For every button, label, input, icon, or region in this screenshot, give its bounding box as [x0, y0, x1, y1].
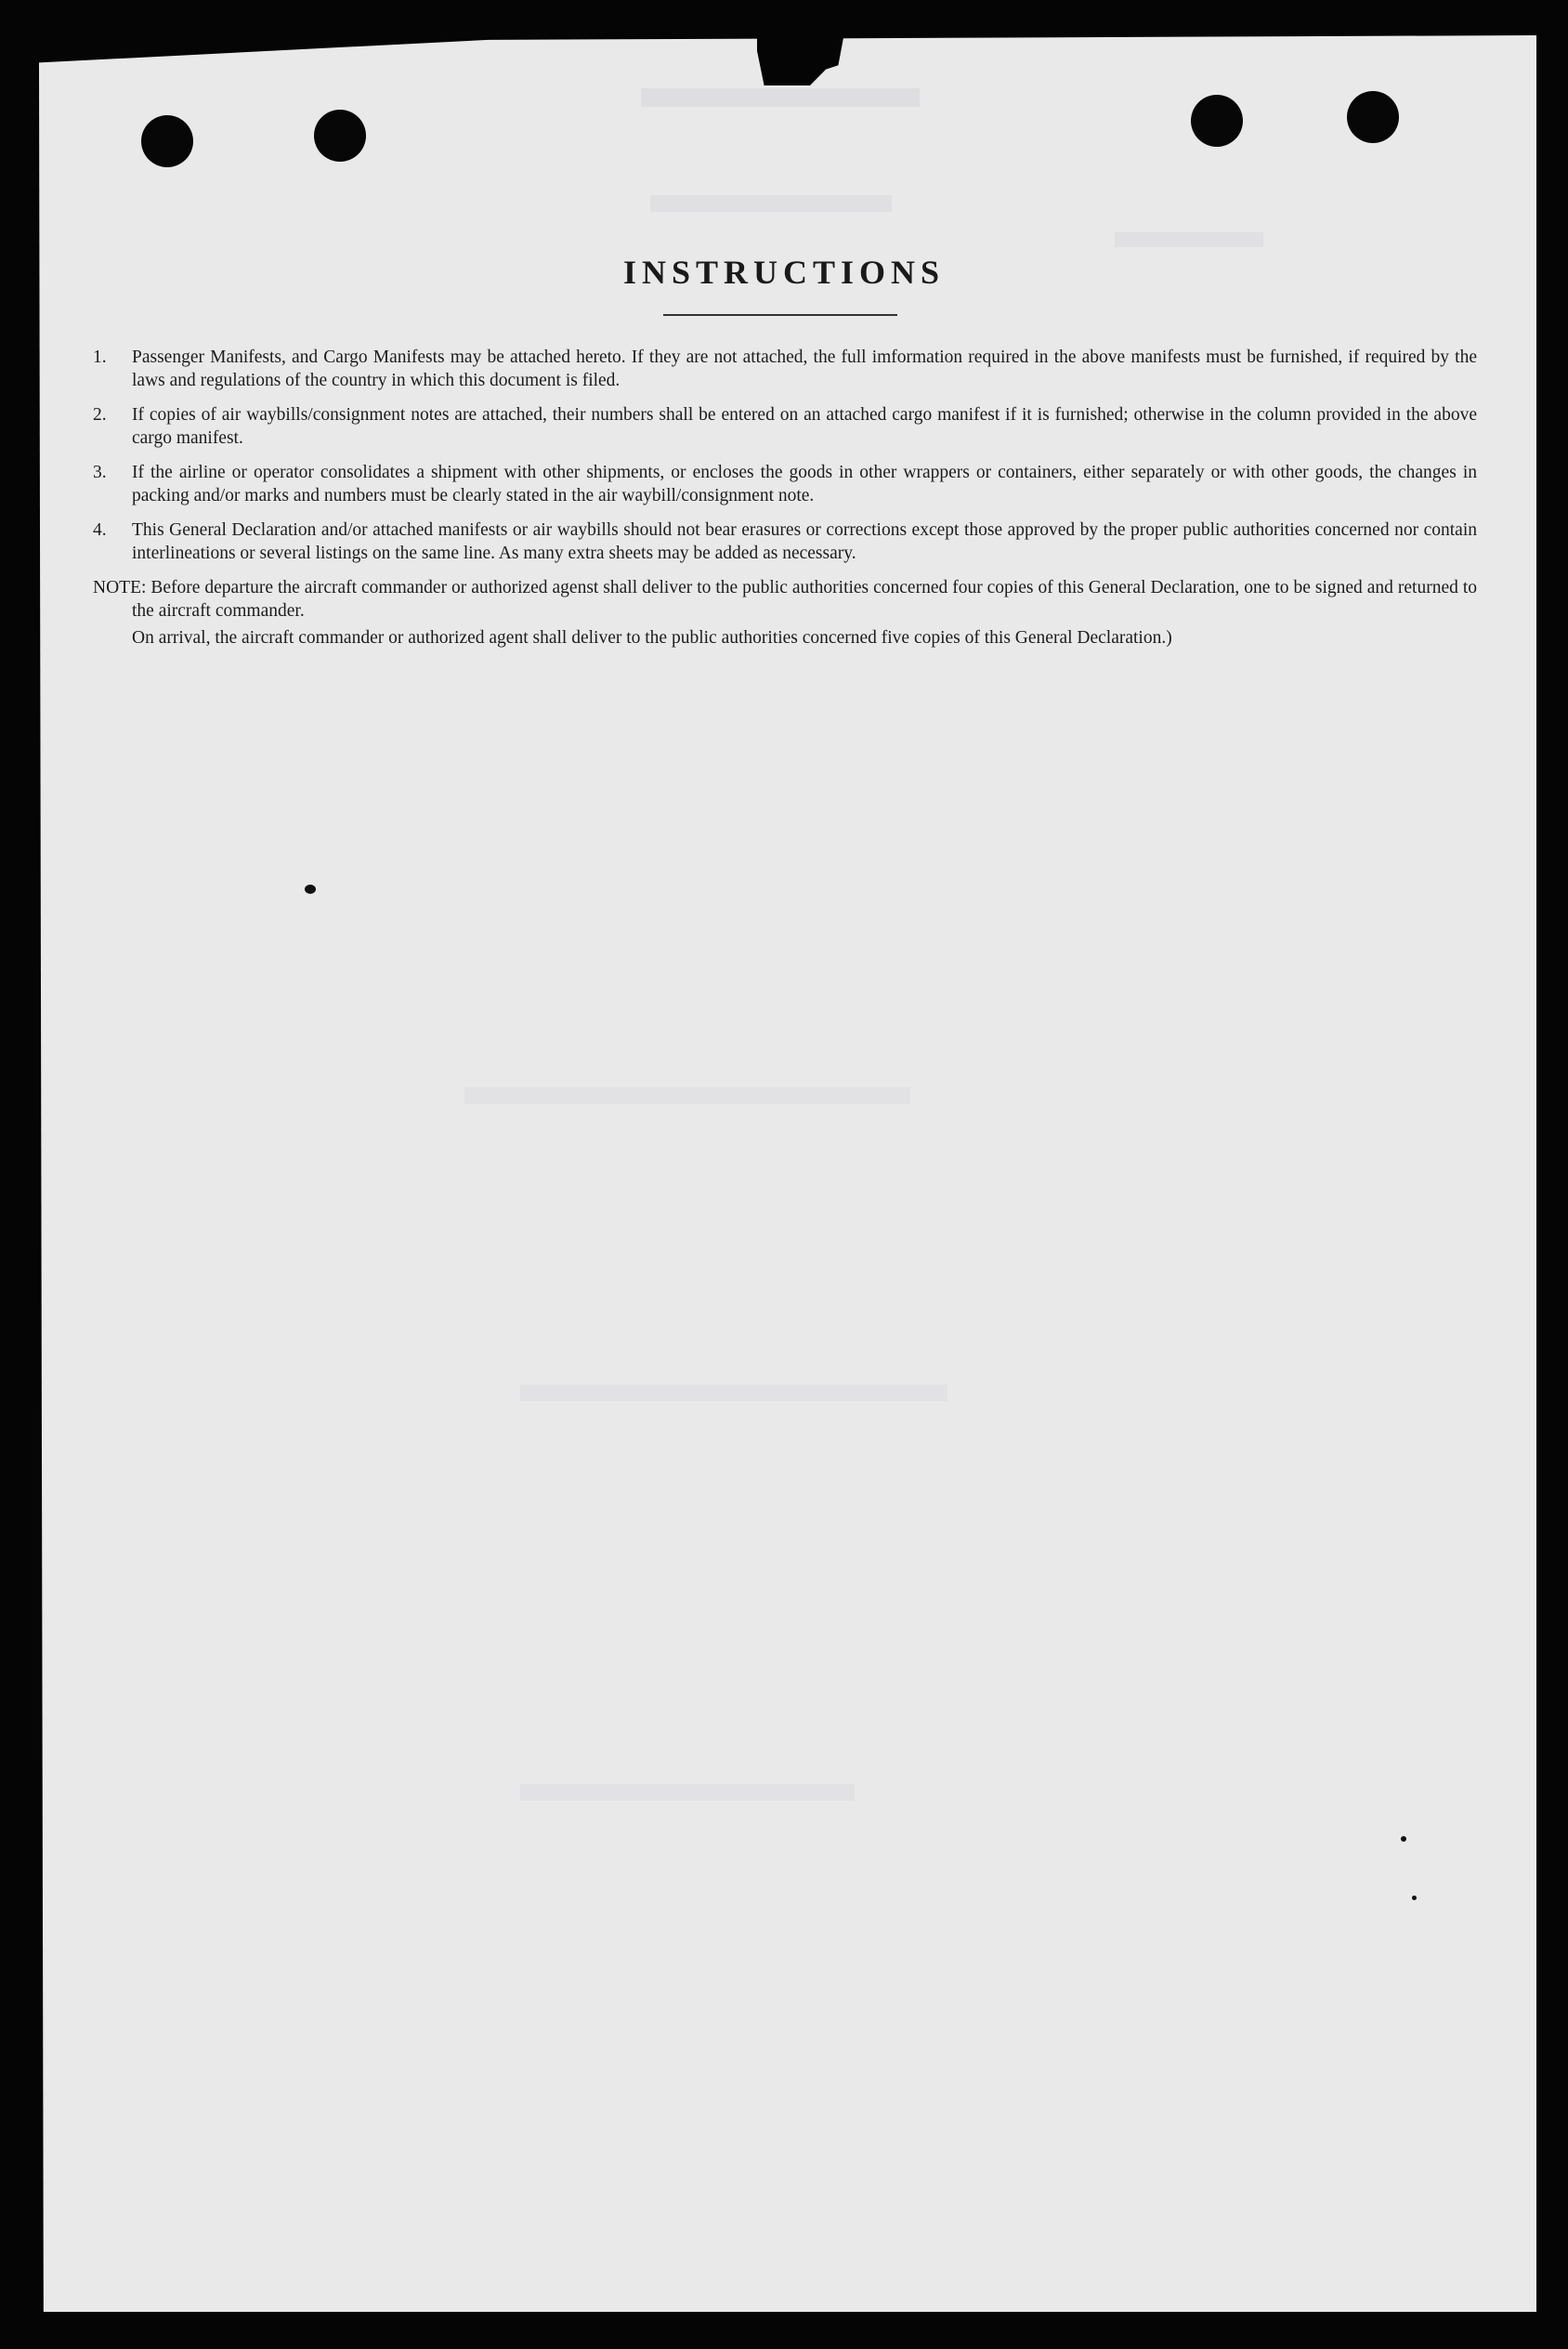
- bleed-through-mark: [520, 1384, 947, 1401]
- ink-speck: [305, 885, 316, 894]
- instruction-item-4: [93, 518, 1477, 565]
- item-text: Passenger Manifests, and Cargo Manifests may be attached hereto. If they are not attached, the full imformation required in the above manifests must be furnished, if required by the laws and regulations of the country in which this document is filed.: [132, 348, 1477, 390]
- note-arrival: On arrival, the aircraft commander or authorized agent shall deliver to the public authorities concerned five copies of this General Declaration.): [132, 628, 1172, 648]
- item-number: 4.: [93, 520, 107, 540]
- punch-hole: [1347, 91, 1399, 143]
- note-text: Before departure the aircraft commander or authorized agenst shall deliver to the public authorities concerned four copies of this General Declaration, one to be signed and returned to the aircraft commander.: [132, 578, 1478, 621]
- note-section: [93, 576, 1477, 650]
- bleed-through-mark: [641, 88, 920, 107]
- note-label: NOTE:: [93, 578, 147, 597]
- note-departure: [93, 576, 1477, 623]
- item-number: 3.: [93, 463, 107, 482]
- item-text: If copies of air waybills/consignment notes are attached, their numbers shall be entered on an attached cargo manifest if it is furnished; otherwise in the column provided in the above cargo manifest.: [132, 405, 1477, 448]
- punch-hole: [314, 110, 366, 162]
- punch-hole: [141, 115, 193, 167]
- instructions-list: [93, 346, 1477, 650]
- item-number: 1.: [93, 348, 107, 367]
- title-underline: [663, 314, 897, 316]
- bleed-through-mark: [520, 1784, 855, 1801]
- bleed-through-mark: [1115, 232, 1263, 247]
- instruction-item-2: [93, 403, 1477, 450]
- instruction-item-1: [93, 346, 1477, 392]
- page-title: INSTRUCTIONS: [622, 254, 946, 291]
- ink-speck: [1401, 1836, 1406, 1842]
- bleed-through-mark: [650, 195, 892, 212]
- bleed-through-mark: [464, 1087, 910, 1104]
- ink-speck: [1412, 1896, 1417, 1900]
- item-text: This General Declaration and/or attached manifests or air waybills should not bear erasures or corrections except those approved by the proper public authorities concerned nor contain interlineations or several listings on the same line. As many extra sheets may be added as necessary.: [132, 520, 1477, 563]
- item-number: 2.: [93, 405, 107, 425]
- instruction-item-3: [93, 461, 1477, 507]
- punch-hole: [1191, 95, 1243, 147]
- item-text: If the airline or operator consolidates a shipment with other shipments, or encloses the goods in other wrappers or containers, either separately or with other goods, the changes in packing and/or marks and numbers must be clearly stated in the air waybill/consignment note.: [132, 463, 1477, 505]
